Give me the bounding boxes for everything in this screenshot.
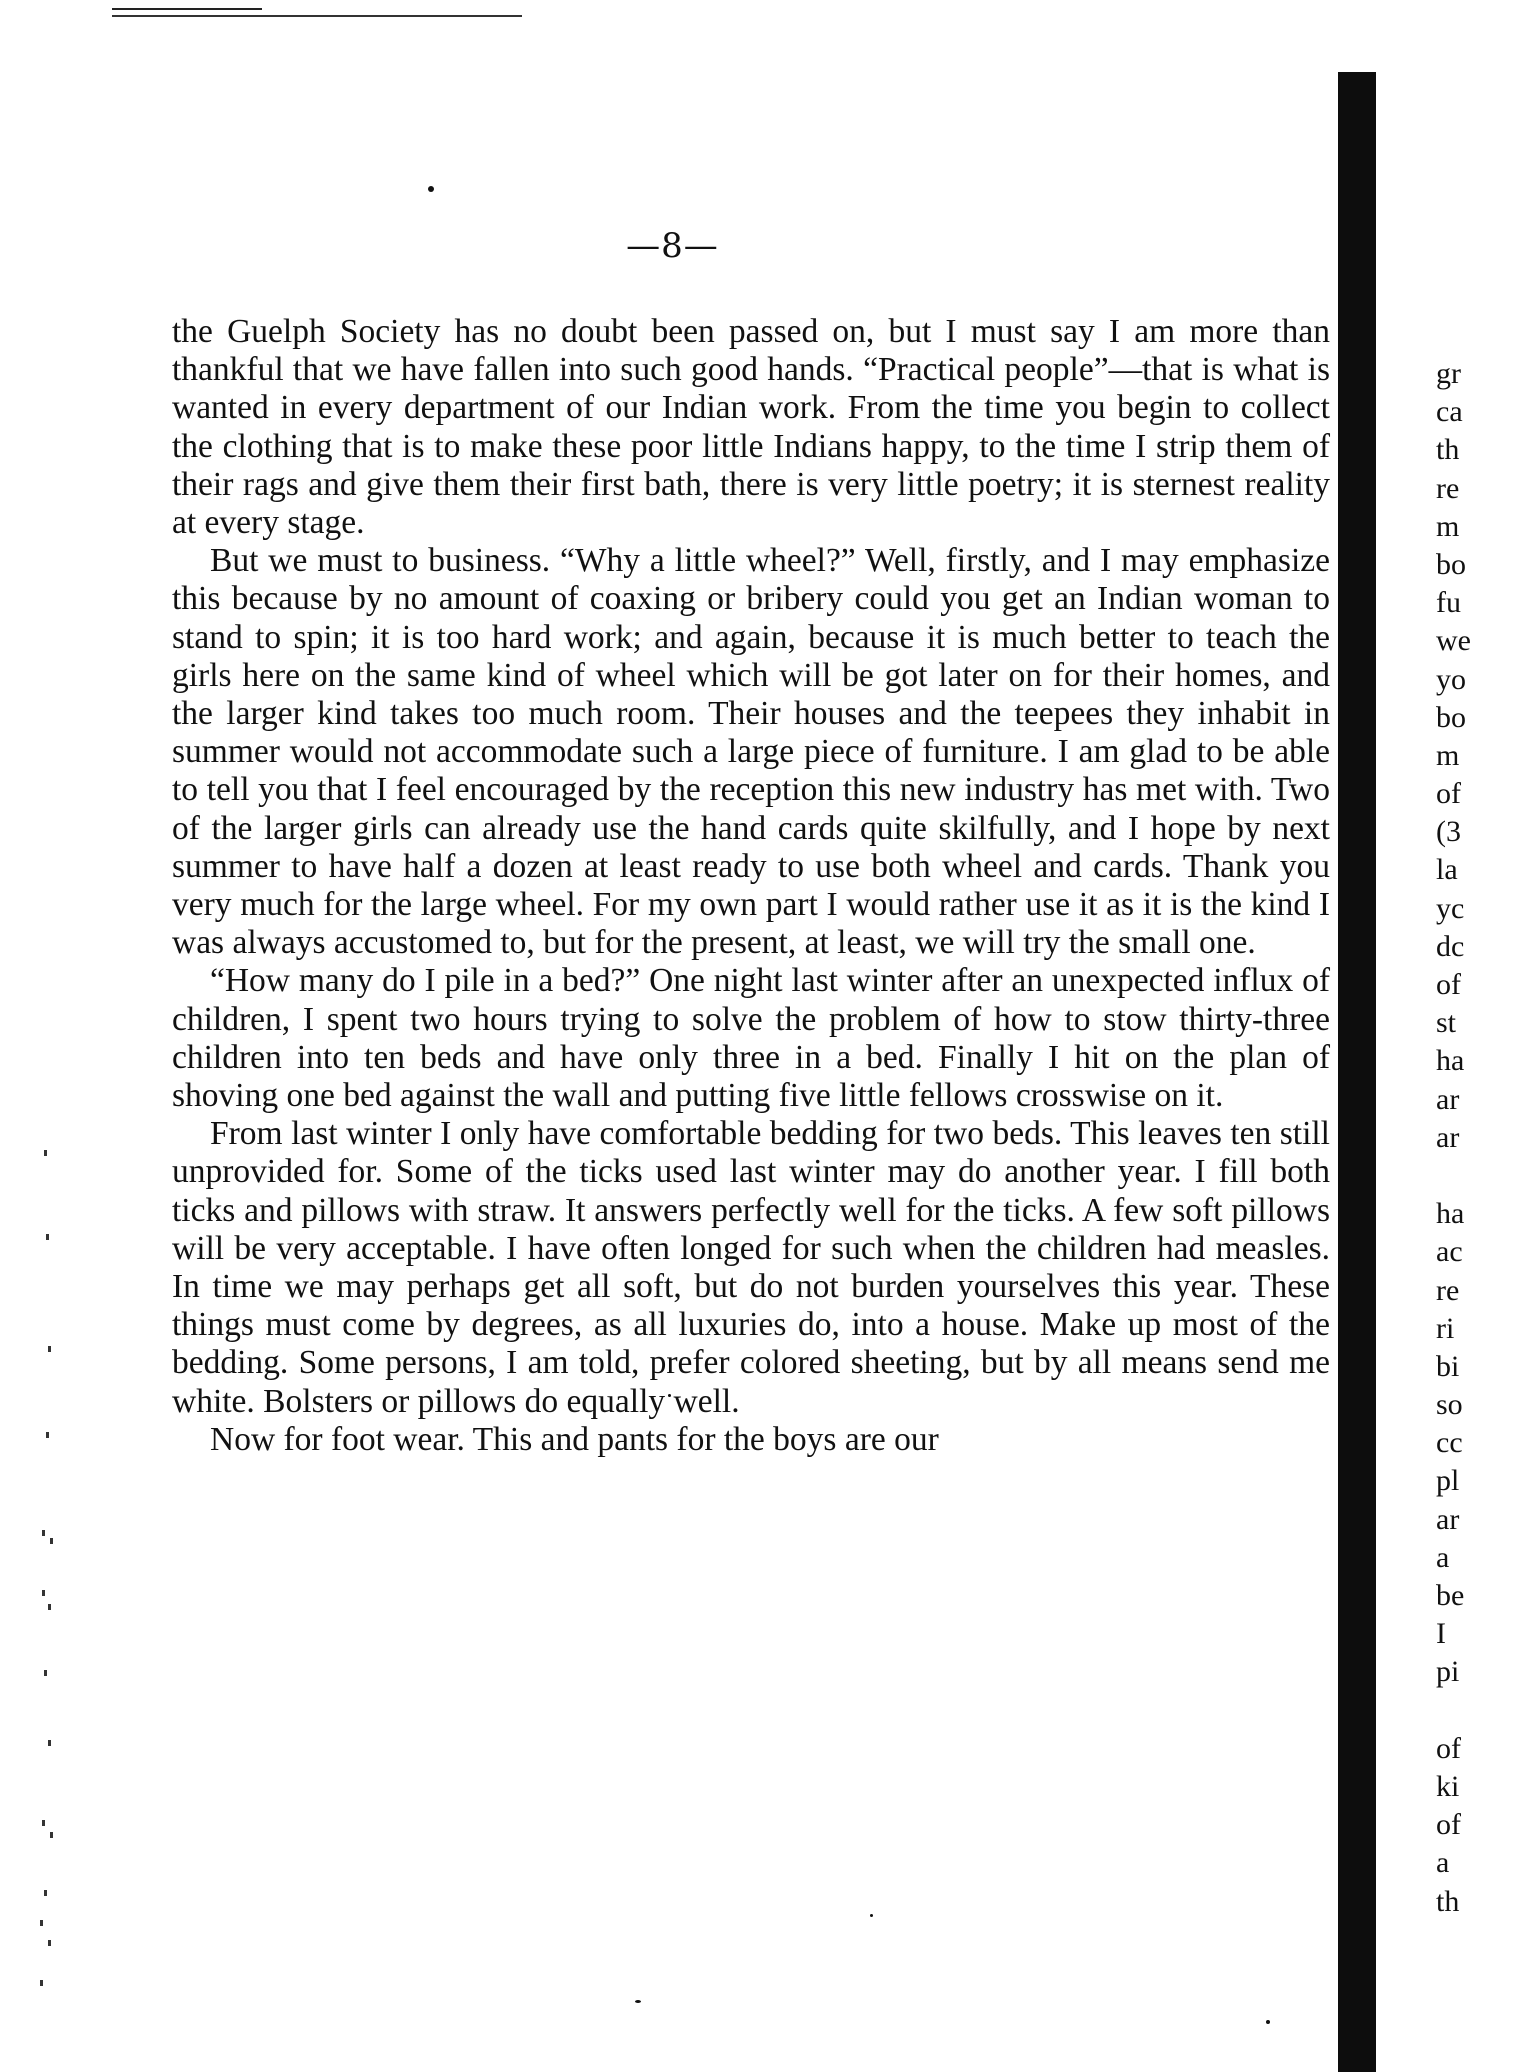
- page-fragment: I: [1436, 1617, 1446, 1651]
- margin-mark: [44, 1890, 47, 1896]
- margin-mark: [50, 1538, 53, 1544]
- adjacent-page-fragments: [1436, 355, 1516, 1921]
- margin-mark: [46, 1432, 49, 1438]
- page-fragment: re: [1436, 1273, 1460, 1307]
- margin-mark: [42, 1820, 45, 1826]
- page-fragment: cc: [1436, 1426, 1463, 1460]
- page-fragment: (3: [1436, 815, 1461, 849]
- page-fragment: ca: [1436, 395, 1463, 429]
- paragraph: From last winter I only have comfortable bedding for two beds. This leaves ten still unprovided for. Some of the ticks used last winter may do another year. I fill both ticks and pillows with straw. It answers perfectly well for the ticks. A few soft pillows will be very acceptable. I have often longed for such when the children had measles. In time we may perhaps get all soft, but do not burden yourselves this year. These things must come by degrees, as all luxuries do, into a house. Make up most of the bedding. Some persons, I am told, prefer colored sheeting, but by all means send me white. Bolsters or pillows do equally well.: [172, 1115, 1330, 1420]
- page-fragment: ar: [1436, 1120, 1460, 1154]
- margin-mark: [48, 1940, 51, 1946]
- page-fragment: yc: [1436, 891, 1465, 925]
- margin-mark: [44, 1670, 47, 1676]
- ink-speck: [635, 2000, 641, 2003]
- margin-marks: [20, 1150, 60, 2010]
- page-fragment: ac: [1436, 1235, 1463, 1269]
- top-rule: [112, 8, 532, 20]
- rule-line-short: [112, 8, 262, 10]
- page-fragment: ar: [1436, 1082, 1460, 1116]
- margin-mark: [44, 1150, 47, 1156]
- page-fragment: bi: [1436, 1349, 1460, 1383]
- margin-mark: [40, 1980, 43, 1986]
- page-fragment: of: [1436, 968, 1461, 1001]
- page-fragment: ri: [1436, 1311, 1455, 1345]
- page-fragment: pi: [1436, 1655, 1460, 1689]
- paragraph: the Guelph Society has no doubt been passed on, but I must say I am more than thankful that we have fallen into such good hands. “Practical people”—that is what is wanted in every department of our Indian work. From the time you begin to collect the clothing that is to make these poor little Indians happy, to the time I strip them of their rags and give them their first bath, there is very little poetry; it is sternest reality at every stage.: [172, 313, 1330, 542]
- page-fragment: fu: [1436, 586, 1461, 620]
- margin-mark: [46, 1234, 49, 1240]
- page-fragment: gr: [1436, 357, 1461, 390]
- page-fragment: bo: [1436, 547, 1466, 581]
- page-fragment: [1436, 1692, 1516, 1730]
- margin-mark: [42, 1590, 45, 1596]
- ink-speck: [1266, 2020, 1270, 2024]
- body-text: [172, 313, 1330, 1459]
- page-fragment: of: [1436, 1808, 1461, 1842]
- page-fragment: a: [1436, 1540, 1450, 1574]
- margin-mark: [48, 1740, 51, 1746]
- margin-mark: [40, 1920, 43, 1926]
- page-fragment: m: [1436, 509, 1460, 543]
- paragraph: Now for foot wear. This and pants for the boys are our: [210, 1420, 939, 1458]
- rule-line-long: [112, 15, 522, 17]
- page-fragment: [1436, 1157, 1516, 1195]
- margin-mark: [42, 1530, 45, 1536]
- page-fragment: dc: [1436, 929, 1465, 963]
- page-fragment: re: [1436, 471, 1460, 505]
- page-fragment: be: [1436, 1579, 1465, 1612]
- page-fragment: of: [1436, 1731, 1461, 1765]
- binding-gutter: [1338, 72, 1376, 2072]
- page-fragment: pl: [1436, 1464, 1460, 1498]
- page-fragment: th: [1436, 1884, 1460, 1918]
- page-fragment: yo: [1436, 662, 1466, 696]
- margin-mark: [50, 1832, 53, 1838]
- page-number: —8—: [626, 226, 719, 266]
- page-fragment: ar: [1436, 1502, 1460, 1536]
- page-fragment: ki: [1436, 1769, 1460, 1803]
- paragraph: “How many do I pile in a bed?” One night last winter after an unexpected influx of children, I spent two hours trying to solve the problem of how to stow thirty-three children into ten beds and have only three in a bed. Finally I hit on the plan of shoving one bed against the wall and putting five little fellows crosswise on it.: [172, 962, 1330, 1115]
- page-fragment: of: [1436, 777, 1461, 811]
- ink-speck: [428, 186, 434, 192]
- page-fragment: la: [1436, 853, 1458, 887]
- page-fragment: we: [1436, 624, 1471, 658]
- page-fragment: st: [1436, 1006, 1457, 1040]
- page-fragment: a: [1436, 1846, 1450, 1880]
- ink-speck: [870, 1914, 873, 1917]
- margin-mark: [48, 1346, 51, 1352]
- page-fragment: ha: [1436, 1197, 1465, 1231]
- page-fragment: so: [1436, 1388, 1463, 1422]
- paragraph: But we must to business. “Why a little wheel?” Well, firstly, and I may emphasize this because by no amount of coaxing or bribery could you get an Indian woman to stand to spin; it is too hard work; and again, because it is much better to teach the girls here on the same kind of wheel which will be got later on for their homes, and the larger kind takes too much room. Their houses and the teepees they inhabit in summer would not accommodate such a large piece of furniture. I am glad to be able to tell you that I feel encouraged by the reception this new industry has met with. Two of the larger girls can already use the hand cards quite skilfully, and I hope by next summer to have half a dozen at least ready to use both wheel and cards. Thank you very much for the large wheel. For my own part I would rather use it as it is the kind I was always accustomed to, but for the present, at least, we will try the small one.: [172, 542, 1330, 962]
- page-fragment: bo: [1436, 700, 1466, 734]
- page-fragment: ha: [1436, 1044, 1465, 1078]
- page-fragment: th: [1436, 433, 1460, 467]
- page-fragment: m: [1436, 738, 1460, 772]
- margin-mark: [48, 1604, 51, 1610]
